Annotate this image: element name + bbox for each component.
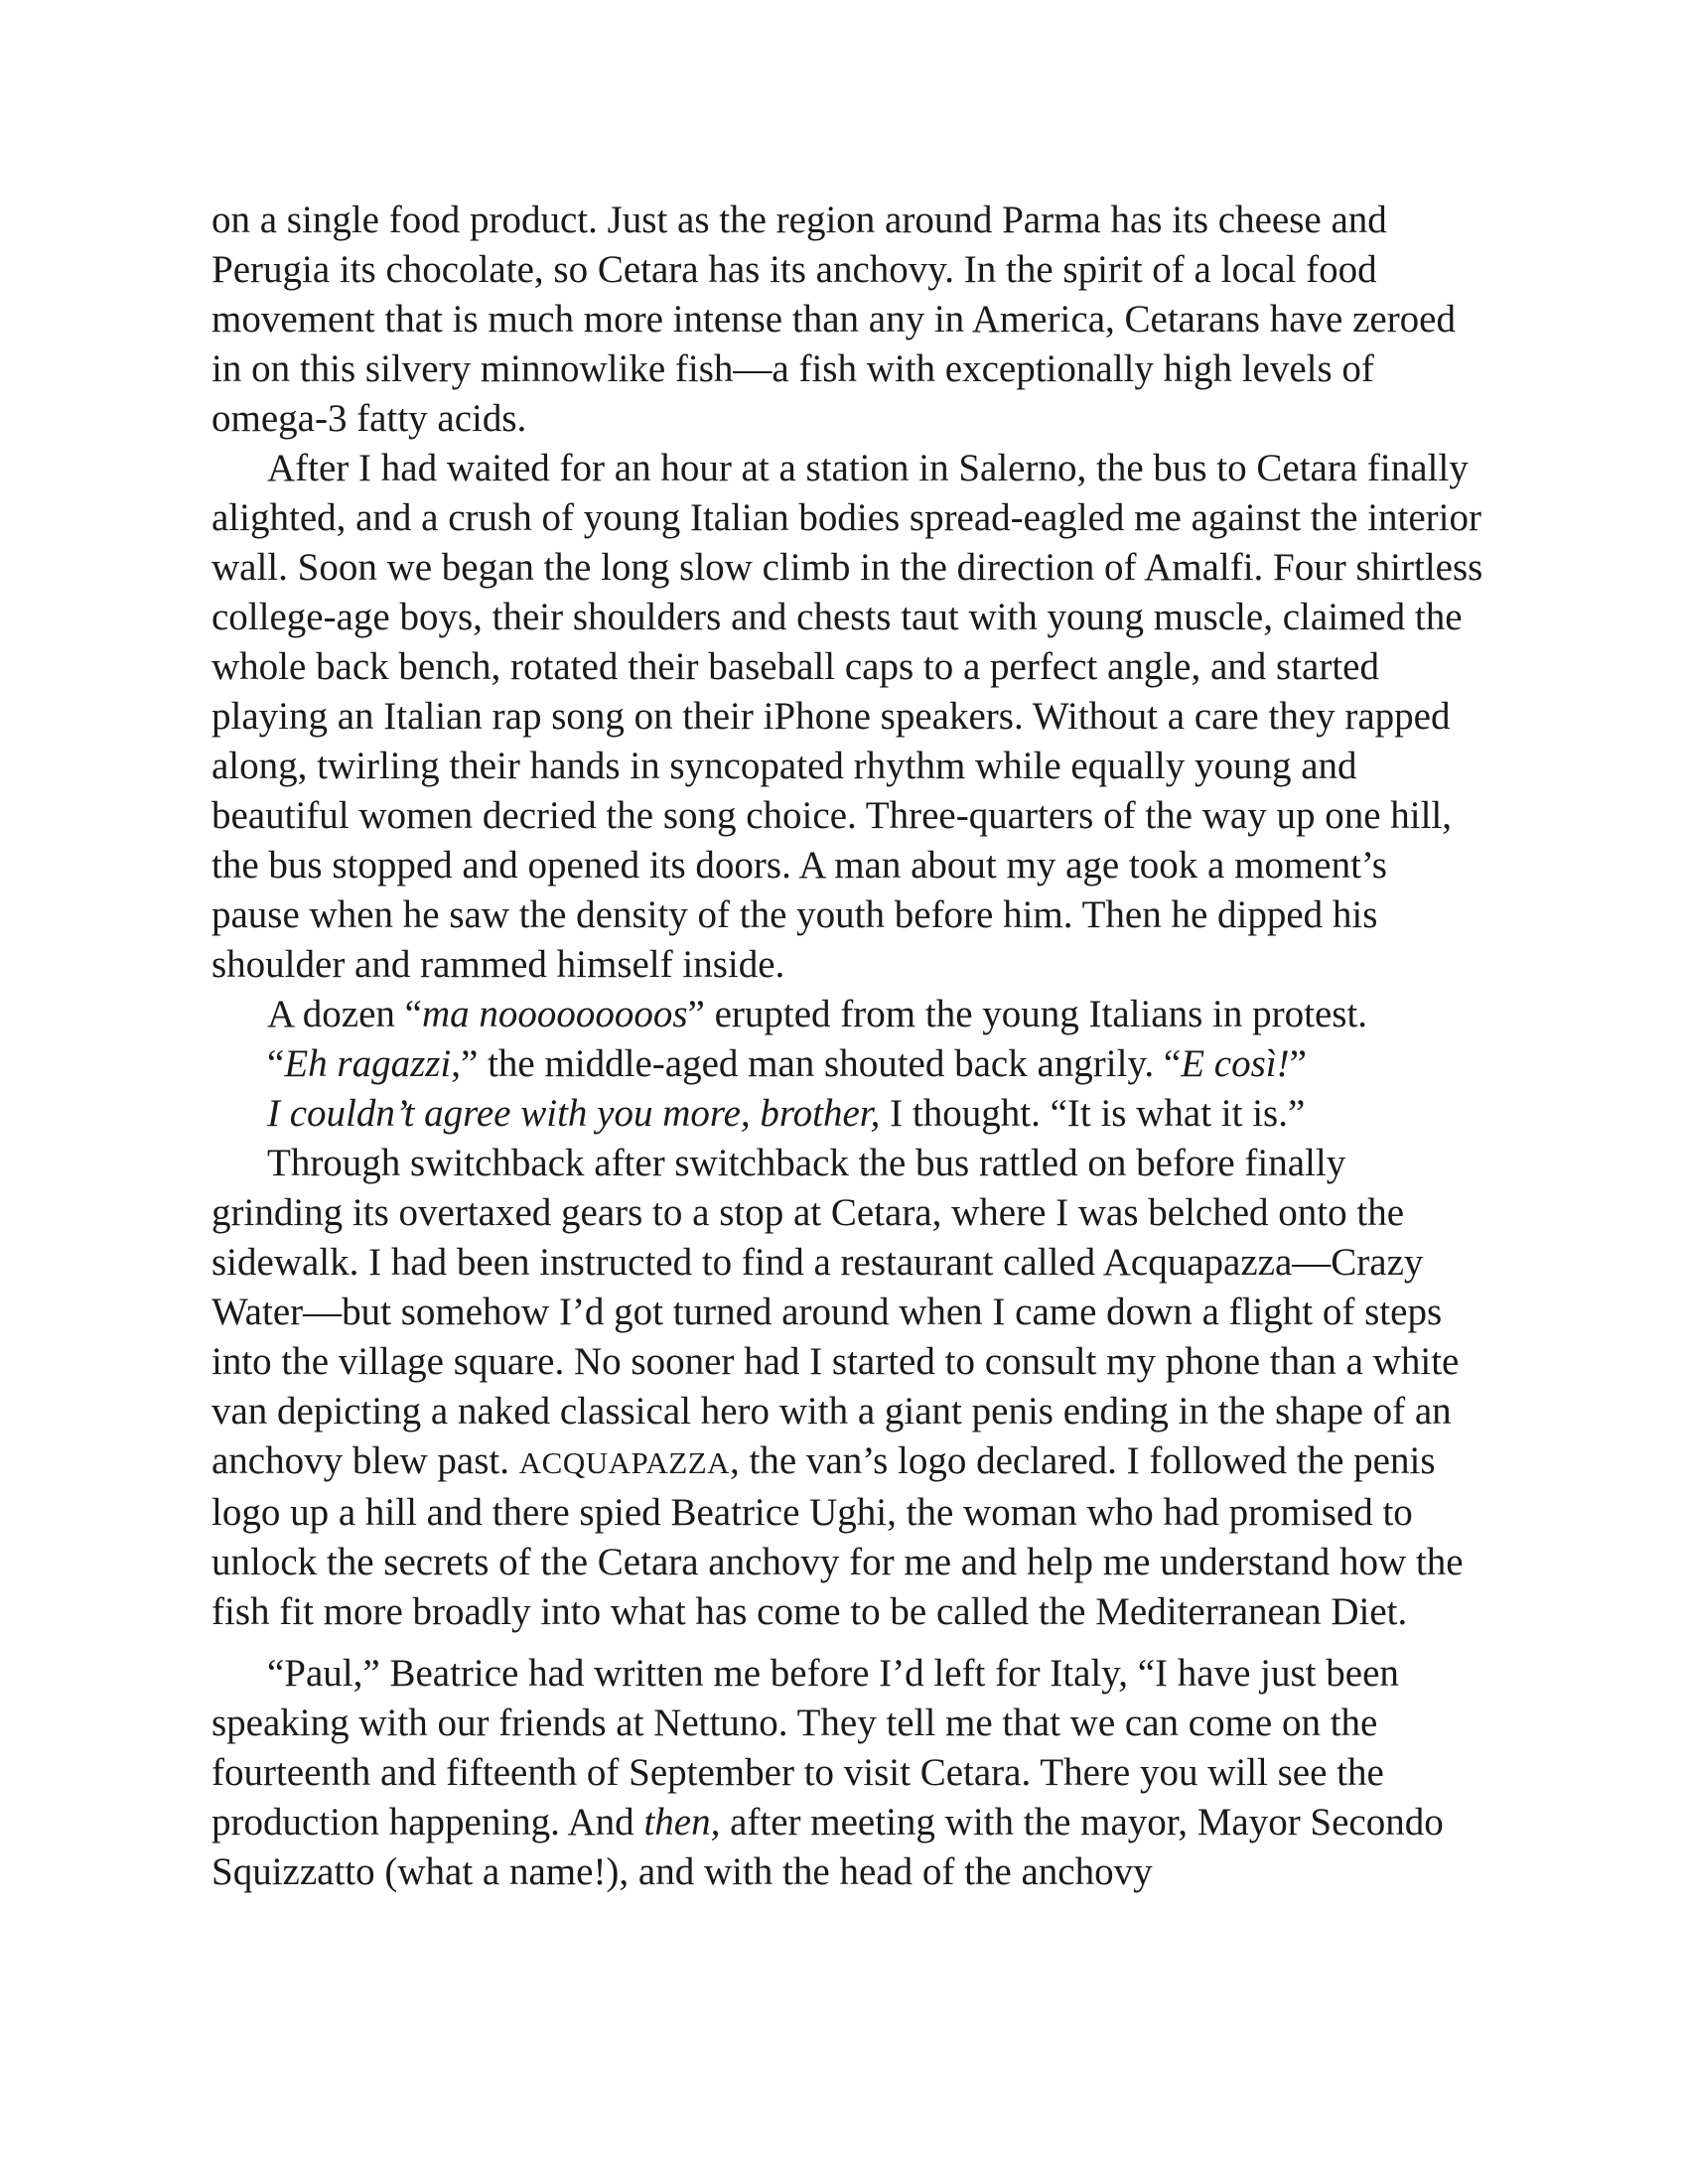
paragraph-4-text-c: ” <box>1289 1042 1307 1085</box>
paragraph-2 <box>211 444 1484 990</box>
paragraph-4-italic-b: E così! <box>1181 1042 1290 1085</box>
paragraph-6 <box>211 1139 1484 1637</box>
paragraph-6-text-b: , the van’s logo declared. I followed the penis logo up a hill and there spied Beatrice Ughi, the woman who had promised to unlock the secrets of the Cetara anchovy for me and help me understand how the fish fit more broadly into what has come to be called the Mediterranean Diet. <box>211 1439 1464 1633</box>
paragraph-7-italic: then, <box>643 1801 721 1843</box>
paragraph-6-text-a: Through switchback after switchback the bus rattled on before finally grinding its overtaxed gears to a stop at Cetara, where I was belched onto the sidewalk. I had been instructed to find a restaurant called Acquapazza—Crazy Water—but somehow I’d got turned around when I came down a flight of steps into the village square. No sooner had I started to consult my phone than a white van depicting a naked classical hero with a giant penis ending in the shape of an anchovy blew past. <box>211 1142 1460 1482</box>
paragraph-4-text-b: ,” the middle-aged man shouted back angrily. “ <box>451 1042 1182 1085</box>
paragraph-7 <box>211 1649 1484 1897</box>
book-page <box>211 196 1484 1897</box>
paragraph-3-text-a: A dozen “ <box>267 993 422 1035</box>
paragraph-4 <box>211 1039 1484 1089</box>
paragraph-1 <box>211 196 1484 444</box>
paragraph-5-text: I thought. “It is what it is.” <box>880 1092 1306 1135</box>
paragraph-7-text-b: after meeting with the mayor, Mayor Secondo Squizzatto (what a name!), and with the head of the anchovy <box>211 1801 1444 1893</box>
paragraph-3 <box>211 990 1484 1039</box>
paragraph-5-italic: I couldn’t agree with you more, brother, <box>267 1092 881 1135</box>
paragraph-4-italic-a: Eh ragazzi <box>284 1042 452 1085</box>
paragraph-3-text-b: ” erupted from the young Italians in protest. <box>687 993 1368 1035</box>
paragraph-6-smallcaps: ACQUAPAZZA <box>518 1445 731 1480</box>
paragraph-7-text-a: “Paul,” Beatrice had written me before I’d left for Italy, “I have just been speaking with our friends at Nettuno. They tell me that we can come on the fourteenth and fifteenth of September to visit Cetara. There you will see the production happening. And <box>211 1652 1399 1843</box>
paragraph-5 <box>211 1089 1484 1139</box>
paragraph-2-text: After I had waited for an hour at a station in Salerno, the bus to Cetara finally alighted, and a crush of young Italian bodies spread-eagled me against the interior wall. Soon we began the long slow climb in the direction of Amalfi. Four shirtless college-age boys, their shoulders and chests taut with young muscle, claimed the whole back bench, rotated their baseball caps to a perfect angle, and started playing an Italian rap song on their iPhone speakers. Without a care they rapped along, twirling their hands in syncopated rhythm while equally young and beautiful women decried the song choice. Three-quarters of the way up one hill, the bus stopped and opened its doors. A man about my age took a moment’s pause when he saw the density of the youth before him. Then he dipped his shoulder and rammed himself inside. <box>211 447 1483 986</box>
paragraph-1-text: on a single food product. Just as the region around Parma has its cheese and Perugia its chocolate, so Cetara has its anchovy. In the spirit of a local food movement that is much more intense than any in America, Cetarans have zeroed in on this silvery minnowlike fish—a fish with exceptionally high levels of omega-3 fatty acids. <box>211 199 1456 440</box>
paragraph-3-italic: ma nooooooooos <box>421 993 688 1035</box>
paragraph-4-text-a: “ <box>267 1042 285 1085</box>
